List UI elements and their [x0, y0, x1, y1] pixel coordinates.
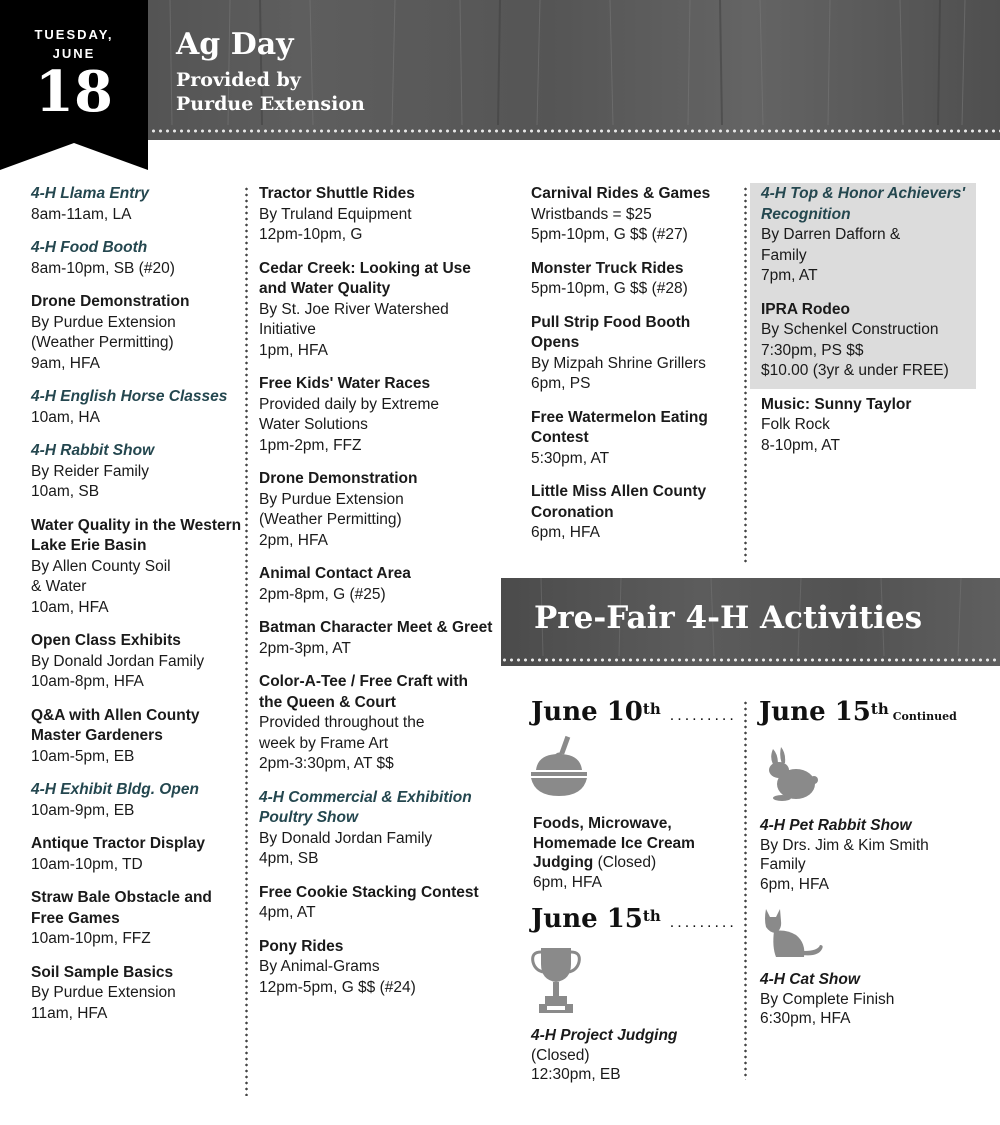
event-title: 4-H Llama Entry	[31, 185, 150, 202]
date-month-text: JUNE	[52, 46, 96, 61]
subtitle-line: Purdue Extension	[176, 93, 365, 115]
june-15-heading	[531, 904, 737, 938]
event-detail: By Purdue Extension	[259, 490, 404, 508]
schedule-event	[31, 292, 246, 374]
dot-leader: .........	[669, 707, 737, 724]
event-title: 4-H Cat Show	[760, 971, 860, 988]
ordinal-suffix: th	[870, 700, 889, 718]
schedule-column-3	[531, 184, 741, 557]
schedule-column-1	[31, 184, 246, 1037]
column-divider	[744, 700, 747, 1080]
event-detail: 8am-10pm, SB (#20)	[31, 259, 175, 277]
event-detail: Initiative	[259, 321, 316, 338]
event-detail: Folk Rock	[761, 416, 830, 433]
event-host: By Complete Finish	[760, 990, 895, 1008]
event-detail: By Mizpah Shrine Grillers	[531, 354, 706, 372]
event-detail: 8-10pm, AT	[761, 436, 840, 454]
date-number: 18	[35, 59, 113, 125]
event-host: By Drs. Jim & Kim Smith	[760, 836, 929, 854]
schedule-event	[761, 184, 973, 287]
schedule-event	[31, 706, 246, 768]
event-time: 6pm, HFA	[533, 873, 602, 891]
event-title: IPRA Rodeo	[761, 300, 850, 318]
event-detail: 7:30pm, PS $$	[761, 341, 864, 359]
event-detail: By Donald Jordan Family	[31, 652, 205, 670]
prefair-banner	[501, 578, 1000, 666]
page-subtitle	[176, 68, 476, 116]
event-title: Monster Truck Rides	[531, 259, 684, 277]
event-detail: By Reider Family	[31, 462, 149, 480]
schedule-event	[259, 788, 494, 870]
event-title: Carnival Rides & Games	[531, 185, 711, 202]
schedule-event	[259, 374, 494, 456]
event-detail: 2pm, HFA	[259, 531, 328, 549]
schedule-column-4	[761, 184, 973, 469]
event-title: 4-H English Horse Classes	[31, 388, 228, 405]
event-detail: 12pm-5pm, G $$ (#24)	[259, 978, 416, 996]
schedule-event	[31, 963, 246, 1025]
event-note: (Closed)	[593, 854, 657, 871]
event-title: Open Class Exhibits	[31, 632, 181, 649]
event-title: 4-H Pet Rabbit Show	[760, 817, 912, 834]
schedule-event	[531, 408, 741, 470]
event-detail: 5pm-10pm, G $$ (#27)	[531, 226, 688, 243]
schedule-event	[259, 672, 494, 775]
event-title: 4-H Project Judging	[531, 1027, 678, 1044]
event-detail: 2pm-3pm, AT	[259, 639, 351, 657]
cat-icon	[762, 905, 826, 961]
schedule-event	[31, 184, 246, 225]
event-detail: 10am-8pm, HFA	[31, 673, 144, 690]
schedule-event	[259, 883, 494, 924]
event-title: Foods, Microwave,	[533, 815, 672, 832]
schedule-event	[31, 780, 246, 821]
event-detail: 8am-11am, LA	[31, 205, 132, 223]
wood-texture	[0, 0, 1000, 140]
ordinal-suffix: th	[642, 700, 661, 718]
event-time: 12:30pm, EB	[531, 1066, 621, 1083]
event-detail: 2pm-8pm, G (#25)	[259, 585, 386, 603]
ice-cream-bowl-icon	[528, 734, 590, 800]
event-detail: 12pm-10pm, G	[259, 226, 363, 243]
subtitle-line: Provided by	[176, 69, 301, 91]
schedule-event	[259, 259, 494, 362]
event-title: Free Cookie Stacking Contest	[259, 883, 479, 901]
june-15-continued-heading	[759, 697, 957, 732]
event-title: Soil Sample Basics	[31, 963, 174, 981]
event-detail: $10.00 (3yr & under FREE)	[761, 362, 949, 379]
event-detail: By Schenkel Construction	[761, 321, 939, 338]
event-detail: By Purdue Extension	[31, 984, 176, 1001]
june-15-text: June 15	[531, 904, 643, 934]
schedule-event	[259, 184, 494, 246]
foods-judging-event	[533, 814, 743, 892]
prefair-title: Pre-Fair 4-H Activities	[534, 600, 923, 636]
event-detail: 5:30pm, AT	[531, 449, 610, 467]
event-title: 4-H Food Booth	[31, 239, 148, 256]
schedule-event	[31, 631, 246, 693]
event-detail: (Weather Permitting)	[31, 334, 174, 351]
event-detail: By Donald Jordan Family	[259, 829, 433, 847]
schedule-column-2	[259, 184, 494, 1011]
header-dotted-rule	[150, 129, 1000, 133]
event-title: Batman Character Meet & Greet	[259, 619, 493, 636]
event-title: 4-H Exhibit Bldg. Open	[31, 781, 199, 798]
event-detail: 10am-5pm, EB	[31, 747, 135, 765]
page-title: Ag Day	[176, 27, 294, 62]
header-banner	[0, 0, 1000, 140]
event-detail: 6pm, PS	[531, 375, 591, 392]
event-title: Music: Sunny Taylor	[761, 395, 912, 413]
event-detail: 11am, HFA	[31, 1004, 108, 1022]
ordinal-suffix: th	[642, 907, 661, 925]
event-title: Free Kids' Water Races	[259, 375, 431, 392]
schedule-event	[761, 395, 973, 457]
event-detail: 10am, SB	[31, 483, 100, 500]
schedule-event	[31, 238, 246, 279]
schedule-event	[531, 184, 741, 246]
event-detail: Wristbands = $25	[531, 205, 652, 223]
event-title: Q&A with Allen County Master Gardeners	[31, 706, 200, 744]
event-title: 4-H Rabbit Show	[31, 442, 155, 459]
event-detail: 10am, HFA	[31, 598, 109, 616]
event-detail: 7pm, AT	[761, 267, 818, 284]
event-detail: 6pm, HFA	[531, 524, 600, 541]
schedule-event	[31, 441, 246, 503]
event-detail: 10am-10pm, TD	[31, 855, 143, 873]
event-detail: (Weather Permitting)	[259, 511, 402, 528]
event-title: Drone Demonstration	[31, 293, 190, 310]
dot-leader: .........	[669, 914, 737, 931]
event-title: Free Watermelon Eating Contest	[531, 408, 708, 446]
schedule-event	[531, 313, 741, 395]
schedule-event	[31, 516, 246, 619]
event-detail: 10am-10pm, FFZ	[31, 930, 151, 947]
event-title: Little Miss Allen County Coronation	[531, 483, 707, 521]
event-detail: 1pm-2pm, FFZ	[259, 436, 362, 454]
event-title: Color-A-Tee / Free Craft with the Queen & Court	[259, 673, 468, 711]
event-title: Homemade Ice Cream	[533, 834, 695, 852]
pet-rabbit-show-event	[760, 816, 970, 894]
schedule-event	[259, 469, 494, 551]
event-detail: By Animal-Grams	[259, 958, 380, 975]
event-detail: 5pm-10pm, G $$ (#28)	[531, 280, 688, 297]
schedule-event	[259, 618, 494, 659]
event-detail: 4pm, SB	[259, 850, 319, 867]
prefair-dotted-rule	[501, 658, 1000, 662]
event-detail: Water Solutions	[259, 416, 368, 433]
june-10-text: June 10	[531, 697, 643, 727]
schedule-event	[31, 834, 246, 875]
column-divider	[744, 186, 747, 564]
event-time: 6pm, HFA	[760, 875, 829, 893]
event-detail: By Darren Dafforn &	[761, 226, 901, 243]
event-title: Water Quality in the Western Lake Erie Basin	[31, 516, 242, 554]
schedule-event	[761, 300, 973, 382]
continued-label: Continued	[892, 710, 957, 723]
event-detail: By Truland Equipment	[259, 205, 412, 223]
june-15-text: June 15	[759, 697, 871, 727]
event-detail: 1pm, HFA	[259, 341, 328, 359]
event-detail: week by Frame Art	[259, 734, 389, 752]
event-title: Straw Bale Obstacle and Free Games	[31, 889, 212, 927]
event-detail: By Allen County Soil	[31, 557, 171, 575]
cat-show-event	[760, 970, 970, 1029]
schedule-event	[259, 937, 494, 999]
event-title: 4-H Commercial & Exhibition Poultry Show	[259, 788, 472, 826]
event-time: 6:30pm, HFA	[760, 1010, 851, 1027]
event-detail: By Purdue Extension	[31, 313, 176, 331]
event-detail: By St. Joe River Watershed	[259, 300, 449, 318]
schedule-event	[259, 564, 494, 605]
date-flag	[0, 0, 148, 170]
project-judging-event	[531, 1026, 741, 1085]
event-detail: Family	[761, 246, 807, 264]
date-weekday-text: TUESDAY,	[34, 27, 114, 42]
schedule-event	[531, 259, 741, 300]
rabbit-icon	[760, 744, 818, 802]
event-detail: Provided throughout the	[259, 714, 425, 731]
event-title: Animal Contact Area	[259, 565, 411, 582]
june-10-heading	[531, 697, 737, 731]
date-weekday	[0, 25, 148, 63]
event-title: Judging	[533, 854, 594, 871]
schedule-event	[31, 888, 246, 950]
event-detail: 2pm-3:30pm, AT $$	[259, 755, 394, 772]
schedule-event	[531, 482, 741, 544]
event-title: Tractor Shuttle Rides	[259, 185, 415, 202]
event-detail: 10am, HA	[31, 408, 100, 426]
schedule-event	[31, 387, 246, 428]
event-detail: & Water	[31, 578, 87, 595]
event-title: Pony Rides	[259, 937, 344, 955]
event-note: (Closed)	[531, 1046, 590, 1064]
event-detail: 10am-9pm, EB	[31, 801, 135, 819]
event-title: Antique Tractor Display	[31, 835, 205, 852]
event-title: Cedar Creek: Looking at Use and Water Quality	[259, 259, 471, 297]
event-title: Drone Demonstration	[259, 470, 418, 487]
event-title: Pull Strip Food Booth Opens	[531, 313, 691, 351]
event-detail: 4pm, AT	[259, 904, 316, 921]
trophy-icon	[531, 946, 581, 1014]
event-title: 4-H Top & Honor Achievers' Recognition	[761, 185, 966, 223]
event-detail: Provided daily by Extreme	[259, 395, 440, 413]
event-host: Family	[760, 856, 806, 873]
event-detail: 9am, HFA	[31, 354, 100, 372]
